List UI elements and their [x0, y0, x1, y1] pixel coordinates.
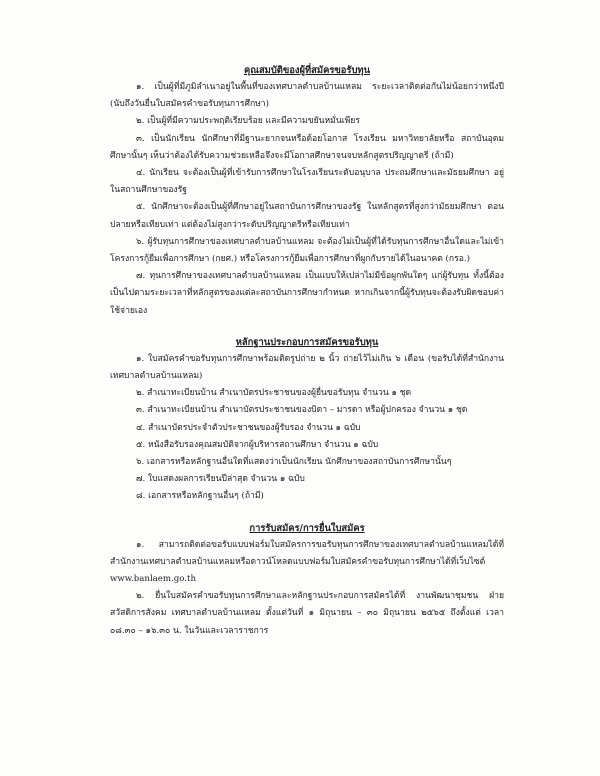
qualification-list — [110, 79, 504, 320]
list-item: ๑. ใบสมัครคำขอรับทุนการศึกษาพร้อมติดรูปถ่าย ๒ นิ้ว ถ่ายไว้ไม่เกิน ๖ เดือน (ขอรับได้ที่สำนักงานเทศบาลตำบลบ้านแหลม) — [110, 353, 504, 382]
section-heading: หลักฐานประกอบการสมัครขอรับทุน — [235, 336, 379, 348]
list-item: ๕. นักศึกษาจะต้องเป็นผู้ที่ศึกษาอยู่ในสถาบันการศึกษาของรัฐ ในหลักสูตรที่สูงกว่ามัธยมศึกษา ตอนปลายหรือเทียบเท่า แต่ต้องไม่สูงกว่าระดับปริญญาตรีหรือเทียบเท่า — [110, 202, 504, 230]
list-item: ๒. ยื่นใบสมัครคำขอรับทุนการศึกษาและหลักฐานประกอบการสมัครได้ที่ งานพัฒนาชุมชน ฝ่ายสวัสดิการสังคม เทศบาลตำบลบ้านแหลม ตั้งแต่วันที่ ๑ มิถุนายน – ๓๐ มิถุนายน ๒๕๖๕ ถึงตั้งแต่ เวลา ๐๘.๓๐ – ๑๖.๓๐ น. ในวันและเวลาราชการ — [110, 591, 504, 636]
document-list — [110, 351, 504, 506]
section-heading: คุณสมบัติของผู้ที่สมัครขอรับทุน — [243, 65, 371, 76]
list-item: ๓. สำเนาทะเบียนบ้าน สำเนาบัตรประชาชนของบิดา – มารดา หรือผู้ปกครอง จำนวน ๑ ชุด — [136, 405, 468, 416]
list-item: ๑. เป็นผู้ที่มีภูมิลำเนาอยู่ในพื้นที่ของเทศบาลตำบลบ้านแหลม ระยะเวลาติดต่อกันไม่น้อยกว่าหนึ่งปี (นับถึงวันยื่นใบสมัครคำขอรับทุนการศึกษา) — [110, 82, 504, 110]
list-item: ๔. สำเนาบัตรประจำตัวประชาชนของผู้รับรอง จำนวน ๑ ฉบับ — [136, 422, 361, 433]
list-item: ๔. นักเรียน จะต้องเป็นผู้ที่เข้ารับการศึกษาในโรงเรียนระดับอนุบาล ประถมศึกษาและมัธยมศึกษา อยู่ในสถานศึกษาของรัฐ — [110, 168, 504, 196]
section-documents — [110, 334, 504, 506]
list-item: ๕. หนังสือรับรองคุณสมบัติจากผู้บริหารสถานศึกษา จำนวน ๑ ฉบับ — [136, 439, 379, 450]
application-list — [110, 537, 504, 640]
list-item: ๒. สำเนาทะเบียนบ้าน สำเนาบัตรประชาชนของผู้ยื่นขอรับทุน จำนวน ๑ ชุด — [136, 388, 412, 399]
list-item: ๗. ใบแสดงผลการเรียนปีล่าสุด จำนวน ๑ ฉบับ — [136, 474, 305, 485]
section-qualifications — [110, 62, 504, 320]
list-item: ๖. ผู้รับทุนการศึกษาของเทศบาลตำบลบ้านแหลม จะต้องไม่เป็นผู้ที่ได้รับทุนการศึกษาอื่นใดและไม่เข้าโครงการกู้ยืมเพื่อการศึกษา (กยศ.) หรือโครงการกู้ยืมเพื่อการศึกษาที่ผูกกับรายได้ในอนาคต (กรอ.) — [110, 236, 504, 265]
section-application — [110, 520, 504, 640]
list-item: ๑. สามารถติดต่อขอรับแบบฟอร์มใบสมัครการขอรับทุนการศึกษาของเทศบาลตำบลบ้านแหลมได้ที่สำนักงานเทศบาลตำบลบ้านแหลมหรือดาวน์โหลดแบบฟอร์มใบสมัครคำขอรับทุนการศึกษาได้ที่เว็บไซต์ www.banlaem.go.th — [110, 539, 504, 585]
list-item: ๖. เอกสารหรือหลักฐานอื่นใดที่แสดงว่าเป็นนักเรียน นักศึกษาของสถาบันการศึกษานั้นๆ — [136, 457, 452, 468]
list-item: ๗. ทุนการศึกษาของเทศบาลตำบลบ้านแหลม เป็นแบบให้เปล่าไม่มีข้อผูกพันใดๆ แก่ผู้รับทุน ทั้งนี้ต้องเป็นไปตามระยะเวลาที่หลักสูตรของแต่ละสถาบันการศึกษากำหนด หากเกินจากนี้ผู้รับทุนจะต้องรับผิดชอบค่าใช้จ่ายเอง — [110, 271, 504, 316]
list-item: ๘. เอกสารหรือหลักฐานอื่นๆ (ถ้ามี) — [136, 491, 264, 502]
section-heading: การรับสมัคร/การยื่นใบสมัคร — [249, 522, 365, 534]
list-item: ๒. เป็นผู้ที่มีความประพฤติเรียบร้อย และมีความขยันหมั่นเพียร — [136, 116, 360, 127]
list-item: ๓. เป็นนักเรียน นักศึกษาที่มีฐานะยากจนหรือด้อยโอกาส โรงเรียน มหาวิทยาลัยหรือ สถาบันอุดมศึกษานั้นๆ เห็นว่าต้องได้รับความช่วยเหลือจึงจะมีโอกาสศึกษาจนจบหลักสูตรปริญญาตรี (ถ้ามี) — [110, 133, 504, 161]
